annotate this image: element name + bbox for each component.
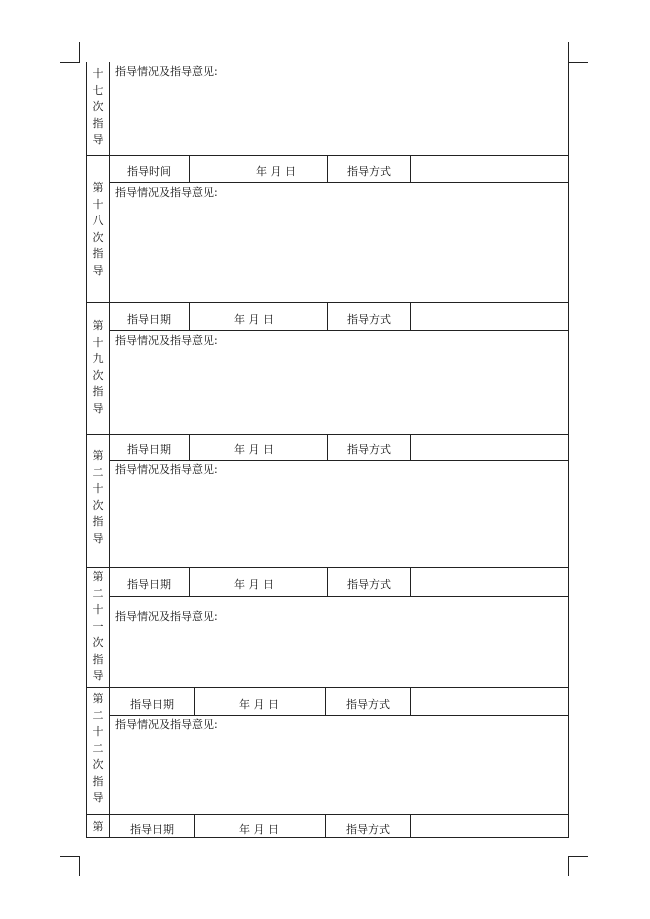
rule [109, 460, 569, 461]
rule [109, 596, 569, 597]
session-label-18 [87, 180, 109, 279]
col-divider [327, 434, 328, 460]
label-char: 十 [92, 482, 104, 495]
label-char: 次 [92, 498, 104, 512]
date-value[interactable]: 年 月 日 [234, 578, 274, 591]
label-char: 八 [92, 214, 104, 227]
session-label-17 [87, 66, 109, 149]
session-label-23 [87, 819, 109, 836]
date-value[interactable]: 年 月 日 [234, 313, 274, 326]
label-char: 九 [92, 352, 104, 365]
col-divider [189, 302, 190, 330]
opinion-label: 指导情况及指导意见: [115, 186, 218, 199]
label-char: 二 [92, 465, 104, 479]
opinion-label: 指导情况及指导意见: [115, 463, 218, 476]
label-char: 第 [92, 449, 104, 462]
opinion-field[interactable] [110, 80, 568, 154]
rule [109, 715, 569, 716]
opinion-field[interactable] [110, 625, 568, 686]
label-char: 第 [92, 692, 104, 705]
label-char: 指 [92, 116, 104, 130]
date-value[interactable]: 年 月 日 [239, 698, 279, 711]
session-label-19 [87, 318, 109, 417]
crop-mark-bottom-right-h [568, 856, 588, 857]
label-char: 次 [92, 100, 104, 113]
method-label: 指导方式 [347, 313, 391, 326]
crop-mark-top-left [79, 42, 80, 62]
col-divider [327, 155, 328, 182]
label-char: 二 [92, 741, 104, 755]
label-char: 次 [92, 368, 104, 382]
label-char: 十 [92, 603, 104, 616]
crop-mark-bottom-left [79, 856, 80, 876]
date-label: 指导日期 [130, 698, 174, 711]
col-divider [189, 155, 190, 182]
label-char: 指 [92, 652, 104, 666]
opinion-label: 指导情况及指导意见: [115, 610, 218, 623]
label-char: 导 [92, 263, 104, 277]
date-value[interactable]: 年 月 日 [234, 443, 274, 456]
label-char: 次 [92, 636, 104, 649]
rule [109, 182, 569, 183]
opinion-label: 指导情况及指导意见: [115, 334, 218, 347]
method-label: 指导方式 [346, 823, 390, 836]
opinion-field[interactable] [110, 733, 568, 813]
date-label: 指导日期 [127, 443, 171, 456]
date-label: 指导日期 [127, 578, 171, 591]
col-divider [410, 567, 411, 596]
session-label-21 [87, 569, 109, 685]
session-label-20 [87, 448, 109, 547]
crop-mark-bottom-left-h [60, 856, 80, 857]
col-divider [327, 302, 328, 330]
method-label: 指导方式 [347, 578, 391, 591]
col-divider [410, 434, 411, 460]
rule [86, 814, 569, 815]
col-divider [327, 567, 328, 596]
col-divider [194, 814, 195, 837]
label-char: 第 [92, 319, 104, 332]
label-char: 指 [92, 515, 104, 528]
label-char: 二 [92, 708, 104, 722]
rule [86, 687, 569, 688]
session-label-22 [87, 691, 109, 807]
label-char: 指 [92, 247, 104, 260]
crop-mark-top-right [568, 42, 569, 62]
label-char: 次 [92, 230, 104, 244]
opinion-label: 指导情况及指导意见: [115, 718, 218, 731]
opinion-field[interactable] [110, 200, 568, 301]
label-char: 次 [92, 758, 104, 771]
opinion-label: 指导情况及指导意见: [115, 65, 218, 78]
crop-mark-top-left-h [60, 62, 80, 63]
col-divider [410, 302, 411, 330]
date-label: 指导日期 [127, 313, 171, 326]
label-char: 十 [92, 335, 104, 349]
col-divider [325, 814, 326, 837]
table-right-border [568, 62, 569, 838]
label-char: 导 [92, 791, 104, 804]
label-char: 导 [92, 401, 104, 415]
crop-mark-bottom-right [568, 856, 569, 876]
method-label: 指导方式 [347, 165, 391, 178]
method-label: 指导方式 [347, 443, 391, 456]
rule [109, 330, 569, 331]
col-divider [410, 687, 411, 715]
label-char: 十 [92, 725, 104, 738]
col-divider [325, 687, 326, 715]
col-divider [410, 155, 411, 182]
label-char: 导 [92, 531, 104, 545]
label-char: 第 [92, 570, 104, 583]
opinion-field[interactable] [110, 348, 568, 433]
label-char: 导 [92, 669, 104, 682]
label-char: 一 [92, 619, 104, 633]
opinion-field[interactable] [110, 478, 568, 566]
label-char: 指 [92, 385, 104, 398]
label-char: 十 [92, 67, 104, 80]
label-char: 第 [92, 181, 104, 194]
label-char: 二 [92, 586, 104, 600]
col-divider [410, 814, 411, 837]
col-divider [189, 434, 190, 460]
method-label: 指导方式 [346, 698, 390, 711]
date-label: 指导日期 [130, 823, 174, 836]
table-label-divider [109, 62, 110, 838]
label-char: 第 [92, 820, 104, 833]
label-char: 指 [92, 774, 104, 788]
label-char: 十 [92, 197, 104, 211]
label-char: 七 [92, 83, 104, 97]
date-label: 指导时间 [127, 165, 171, 178]
date-value[interactable]: 年 月 日 [256, 165, 296, 178]
date-value[interactable]: 年 月 日 [239, 823, 279, 836]
crop-mark-top-right-h [568, 62, 588, 63]
col-divider [189, 567, 190, 596]
label-char: 导 [92, 133, 104, 146]
col-divider [194, 687, 195, 715]
rule [86, 837, 569, 838]
